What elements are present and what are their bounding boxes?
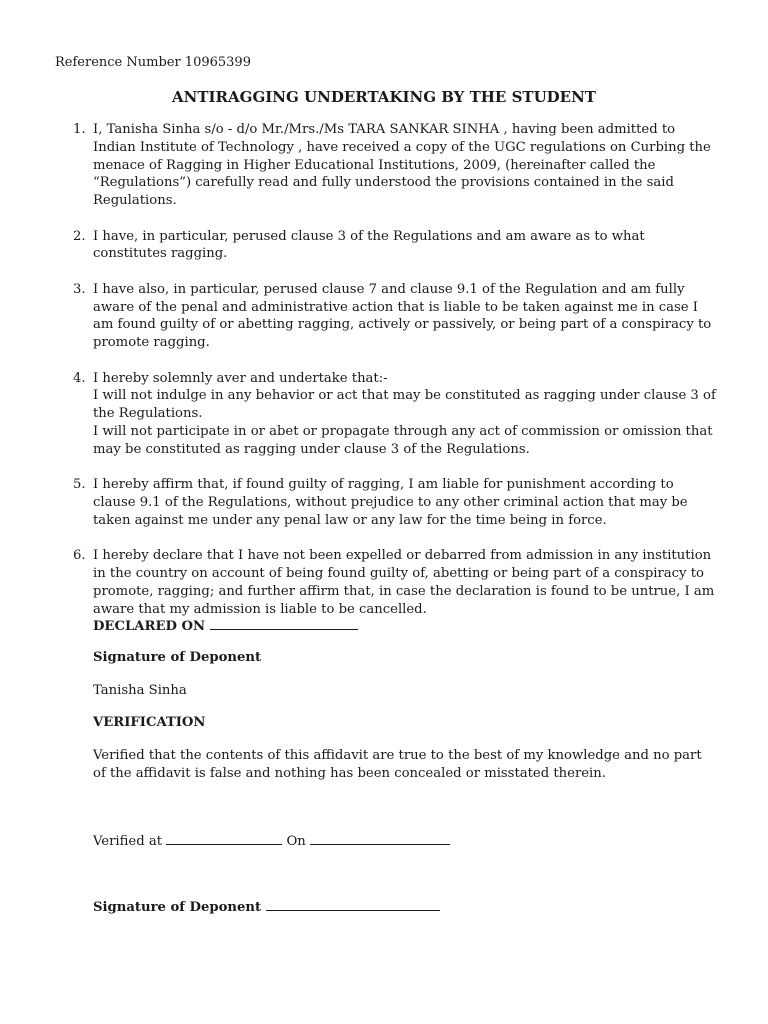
signature-blank[interactable] xyxy=(266,897,440,911)
declared-on-label: DECLARED ON xyxy=(93,619,206,634)
verification-heading: VERIFICATION xyxy=(93,715,206,730)
verified-at-line xyxy=(93,831,713,851)
clause-1 xyxy=(55,121,720,210)
clause-number: 6. xyxy=(73,548,86,564)
signature-label: Signature of Deponent xyxy=(93,650,262,665)
clause-6 xyxy=(55,547,720,618)
clause-2 xyxy=(55,228,720,264)
final-signature-line xyxy=(93,897,713,917)
clause-text: I, Tanisha Sinha s/o - d/o Mr./Mrs./Ms TARA SANKAR SINHA , having been admitted to Indian Institute of Technology , have received a copy of the UGC regulations on Curbing the menace of Ragging in Higher Educational Institutions, 2009, (hereinafter called the “Regulations”) carefully read and fully understood the provisions contained in the said Regulations. xyxy=(93,122,711,209)
declared-on-line xyxy=(93,616,713,636)
verified-at-blank[interactable] xyxy=(166,831,282,845)
clause-number: 5. xyxy=(73,477,86,493)
clause-number: 1. xyxy=(73,122,86,137)
clause-text: I hereby declare that I have not been expelled or debarred from admission in any institution in the country on account of being found guilty of, abetting or being part of a conspiracy to promote, ragging; and further affirm that, in case the declaration is found to be untrue, I am aware that my admission is liable to be cancelled. xyxy=(93,548,715,617)
clause-text: I have, in particular, perused clause 3 of the Regulations and am aware as to what constitutes ragging. xyxy=(93,228,645,262)
clause-lead: I hereby solemnly aver and undertake that:- xyxy=(93,370,388,386)
declared-on-blank[interactable] xyxy=(210,616,358,630)
on-label: On xyxy=(286,834,306,849)
clause-3 xyxy=(55,281,720,352)
clause-5 xyxy=(55,476,720,529)
reference-number: Reference Number 10965399 xyxy=(55,55,251,70)
verified-on-blank[interactable] xyxy=(310,831,450,845)
verified-at-label: Verified at xyxy=(93,834,163,849)
undertaking-clauses xyxy=(55,121,720,636)
clause-4 xyxy=(55,370,720,459)
clause-undertaking-b: I will not participate in or abet or propagate through any act of commission or omission that may be constituted as ragging under clause 3 of the Regulations. xyxy=(93,423,713,457)
clause-text: I have also, in particular, perused clause 7 and clause 9.1 of the Regulation and am fully aware of the penal and administrative action that is liable to be taken against me in case I am found guilty of or abetting ragging, actively or passively, or being part of a conspiracy to promote ragging. xyxy=(93,281,712,351)
deponent-name: Tanisha Sinha xyxy=(93,683,187,698)
clause-number: 4. xyxy=(73,370,86,386)
clause-number: 3. xyxy=(73,281,86,297)
clause-number: 2. xyxy=(73,228,86,244)
clause-undertaking-a: I will not indulge in any behavior or act that may be constituted as ragging under clause 3 of the Regulations. xyxy=(93,388,716,422)
final-signature-label: Signature of Deponent xyxy=(93,900,262,915)
document-title: ANTIRAGGING UNDERTAKING BY THE STUDENT xyxy=(172,88,596,106)
verification-text: Verified that the contents of this affidavit are true to the best of my knowledge and no part of the affidavit is false and nothing has been concealed or misstated therein. xyxy=(93,748,702,781)
clause-text: I hereby affirm that, if found guilty of ragging, I am liable for punishment according to clause 9.1 of the Regulations, without prejudice to any other criminal action that may be taken against me under any penal law or any law for the time being in force. xyxy=(93,477,688,528)
